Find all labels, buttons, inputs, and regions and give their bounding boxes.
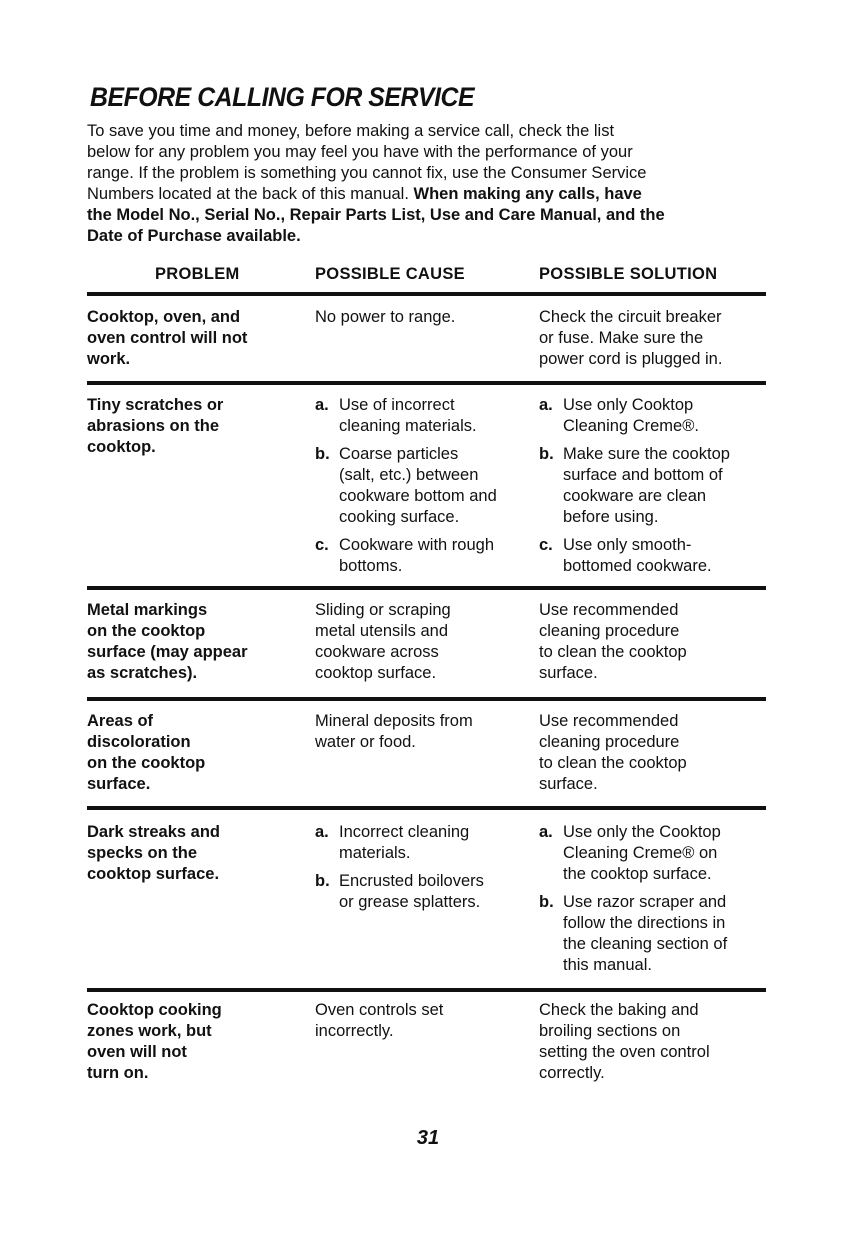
problem-cell-line: Cooktop cooking xyxy=(87,1001,222,1019)
problem-cell xyxy=(87,307,247,370)
cause-cell-line: cleaning materials. xyxy=(339,417,477,435)
solution-cell-line: to clean the cooktop xyxy=(539,754,687,772)
solution-cell-item xyxy=(539,535,730,577)
problem-cell-line: discoloration xyxy=(87,733,191,751)
cause-cell-line: cooking surface. xyxy=(339,508,460,526)
solution-cell xyxy=(539,395,730,584)
item-letter: c. xyxy=(539,536,553,554)
solution-cell-line: surface and bottom of xyxy=(563,466,723,484)
page-number: 31 xyxy=(416,1127,440,1149)
problem-cell xyxy=(87,600,248,684)
intro-text: Numbers located at the back of this manual. xyxy=(87,185,414,203)
problem-cell-line: surface (may appear xyxy=(87,643,248,661)
item-letter: b. xyxy=(315,445,330,463)
solution-cell-line: Use recommended xyxy=(539,712,679,730)
cause-cell-line: Sliding or scraping xyxy=(315,601,451,619)
solution-cell-line: Use only Cooktop xyxy=(563,396,694,414)
intro-line xyxy=(87,226,777,247)
cause-cell-line: (salt, etc.) between xyxy=(339,466,479,484)
table-header xyxy=(0,265,856,289)
problem-cell-line: cooktop. xyxy=(87,438,156,456)
problem-cell-line: Metal markings xyxy=(87,601,208,619)
problem-cell-line: turn on. xyxy=(87,1064,149,1082)
cause-cell xyxy=(315,600,451,684)
cause-cell-item xyxy=(315,395,497,437)
problem-cell-line: Cooktop, oven, and xyxy=(87,308,241,326)
cause-cell-line: water or food. xyxy=(315,733,416,751)
solution-cell-line: cleaning procedure xyxy=(539,622,680,640)
solution-cell-line: follow the directions in xyxy=(563,914,726,932)
cause-cell xyxy=(315,307,455,328)
intro-bold-text: the Model No., Serial No., Repair Parts List, Use and Care Manual, and the xyxy=(87,206,665,224)
solution-cell-item xyxy=(539,395,730,437)
problem-cell-line: on the cooktop xyxy=(87,754,206,772)
row-divider xyxy=(87,381,766,385)
problem-cell-line: Tiny scratches or xyxy=(87,396,224,414)
cause-cell-line: Encrusted boilovers xyxy=(339,872,484,890)
intro-line: To save you time and money, before making a service call, check the list xyxy=(87,122,615,140)
page-title: BEFORE CALLING FOR SERVICE xyxy=(90,82,475,112)
solution-cell-line: before using. xyxy=(563,508,659,526)
problem-cell-line: specks on the xyxy=(87,844,198,862)
cause-cell-line: Coarse particles xyxy=(339,445,459,463)
problem-cell xyxy=(87,822,220,885)
row-divider xyxy=(87,292,766,296)
solution-cell-line: this manual. xyxy=(563,956,652,974)
solution-cell-line: Cleaning Creme® on xyxy=(563,844,718,862)
cause-cell xyxy=(315,711,473,753)
problem-cell-line: surface. xyxy=(87,775,151,793)
intro-bold-text: When making any calls, have xyxy=(413,185,642,203)
cause-cell xyxy=(315,1000,443,1042)
cause-cell-line: cookware bottom and xyxy=(339,487,497,505)
solution-cell xyxy=(539,822,727,983)
cause-cell-item xyxy=(315,444,497,528)
problem-cell-line: abrasions on the xyxy=(87,417,220,435)
cause-cell-line: incorrectly. xyxy=(315,1022,394,1040)
row-divider xyxy=(87,806,766,810)
solution-cell-item xyxy=(539,822,727,885)
item-letter: a. xyxy=(539,823,553,841)
cause-cell xyxy=(315,822,484,920)
solution-cell-line: Check the circuit breaker xyxy=(539,308,722,326)
solution-cell-line: cleaning procedure xyxy=(539,733,680,751)
problem-cell-line: oven control will not xyxy=(87,329,248,347)
problem-cell-line: cooktop surface. xyxy=(87,865,220,883)
problem-cell xyxy=(87,711,205,795)
solution-column-header: POSSIBLE SOLUTION xyxy=(539,265,718,283)
solution-cell-line: Check the baking and xyxy=(539,1001,699,1019)
problem-cell-line: oven will not xyxy=(87,1043,187,1061)
cause-cell xyxy=(315,395,497,584)
intro-line: below for any problem you may feel you have with the performance of your xyxy=(87,143,633,161)
problem-column-header: PROBLEM xyxy=(155,265,240,283)
item-letter: b. xyxy=(315,872,330,890)
solution-cell-item xyxy=(539,444,730,528)
item-letter: b. xyxy=(539,893,554,911)
intro-bold-text: Date of Purchase available. xyxy=(87,227,301,245)
problem-cell-line: on the cooktop xyxy=(87,622,206,640)
solution-cell-line: setting the oven control xyxy=(539,1043,710,1061)
solution-cell-item xyxy=(539,892,727,976)
solution-cell-line: Use only the Cooktop xyxy=(563,823,721,841)
item-letter: b. xyxy=(539,445,554,463)
row-divider xyxy=(87,988,766,992)
item-letter: a. xyxy=(315,823,329,841)
solution-cell xyxy=(539,711,687,795)
solution-cell-line: Use razor scraper and xyxy=(563,893,727,911)
item-letter: a. xyxy=(539,396,553,414)
intro-paragraph xyxy=(87,121,777,247)
cause-cell-line: metal utensils and xyxy=(315,622,448,640)
row-divider xyxy=(87,697,766,701)
solution-cell xyxy=(539,1000,710,1084)
cause-cell-line: cookware across xyxy=(315,643,439,661)
intro-line: range. If the problem is something you cannot fix, use the Consumer Service xyxy=(87,164,647,182)
problem-cell-line: zones work, but xyxy=(87,1022,212,1040)
problem-cell-line: Areas of xyxy=(87,712,154,730)
cause-cell-line: bottoms. xyxy=(339,557,403,575)
cause-cell-line: Mineral deposits from xyxy=(315,712,473,730)
solution-cell-line: Make sure the cooktop xyxy=(563,445,730,463)
solution-cell-line: Use only smooth- xyxy=(563,536,692,554)
cause-cell-line: materials. xyxy=(339,844,411,862)
solution-cell-line: broiling sections on xyxy=(539,1022,681,1040)
intro-line xyxy=(87,205,777,226)
item-letter: c. xyxy=(315,536,329,554)
problem-cell-line: as scratches). xyxy=(87,664,198,682)
problem-cell-line: Dark streaks and xyxy=(87,823,220,841)
solution-cell-line: bottomed cookware. xyxy=(563,557,712,575)
cause-cell-line: Incorrect cleaning xyxy=(339,823,470,841)
cause-cell-line: Oven controls set xyxy=(315,1001,444,1019)
cause-cell-line: Cookware with rough xyxy=(339,536,494,554)
solution-cell xyxy=(539,307,722,370)
item-letter: a. xyxy=(315,396,329,414)
solution-cell-line: the cleaning section of xyxy=(563,935,728,953)
cause-cell-line: Use of incorrect xyxy=(339,396,455,414)
solution-cell-line: Use recommended xyxy=(539,601,679,619)
cause-cell-item xyxy=(315,871,484,913)
cause-cell-line: No power to range. xyxy=(315,308,456,326)
cause-cell-line: cooktop surface. xyxy=(315,664,437,682)
problem-cell xyxy=(87,1000,222,1084)
problem-cell-line: work. xyxy=(87,350,131,368)
row-divider xyxy=(87,586,766,590)
solution-cell-line: Cleaning Creme®. xyxy=(563,417,699,435)
solution-cell-line: surface. xyxy=(539,664,598,682)
solution-cell-line: or fuse. Make sure the xyxy=(539,329,704,347)
intro-line xyxy=(87,184,777,205)
solution-cell-line: power cord is plugged in. xyxy=(539,350,723,368)
solution-cell-line: correctly. xyxy=(539,1064,605,1082)
cause-cell-item xyxy=(315,535,497,577)
solution-cell-line: surface. xyxy=(539,775,598,793)
cause-cell-line: or grease splatters. xyxy=(339,893,481,911)
cause-cell-item xyxy=(315,822,484,864)
solution-cell xyxy=(539,600,687,684)
solution-cell-line: the cooktop surface. xyxy=(563,865,712,883)
cause-column-header: POSSIBLE CAUSE xyxy=(315,265,465,283)
problem-cell xyxy=(87,395,223,458)
solution-cell-line: to clean the cooktop xyxy=(539,643,687,661)
solution-cell-line: cookware are clean xyxy=(563,487,707,505)
